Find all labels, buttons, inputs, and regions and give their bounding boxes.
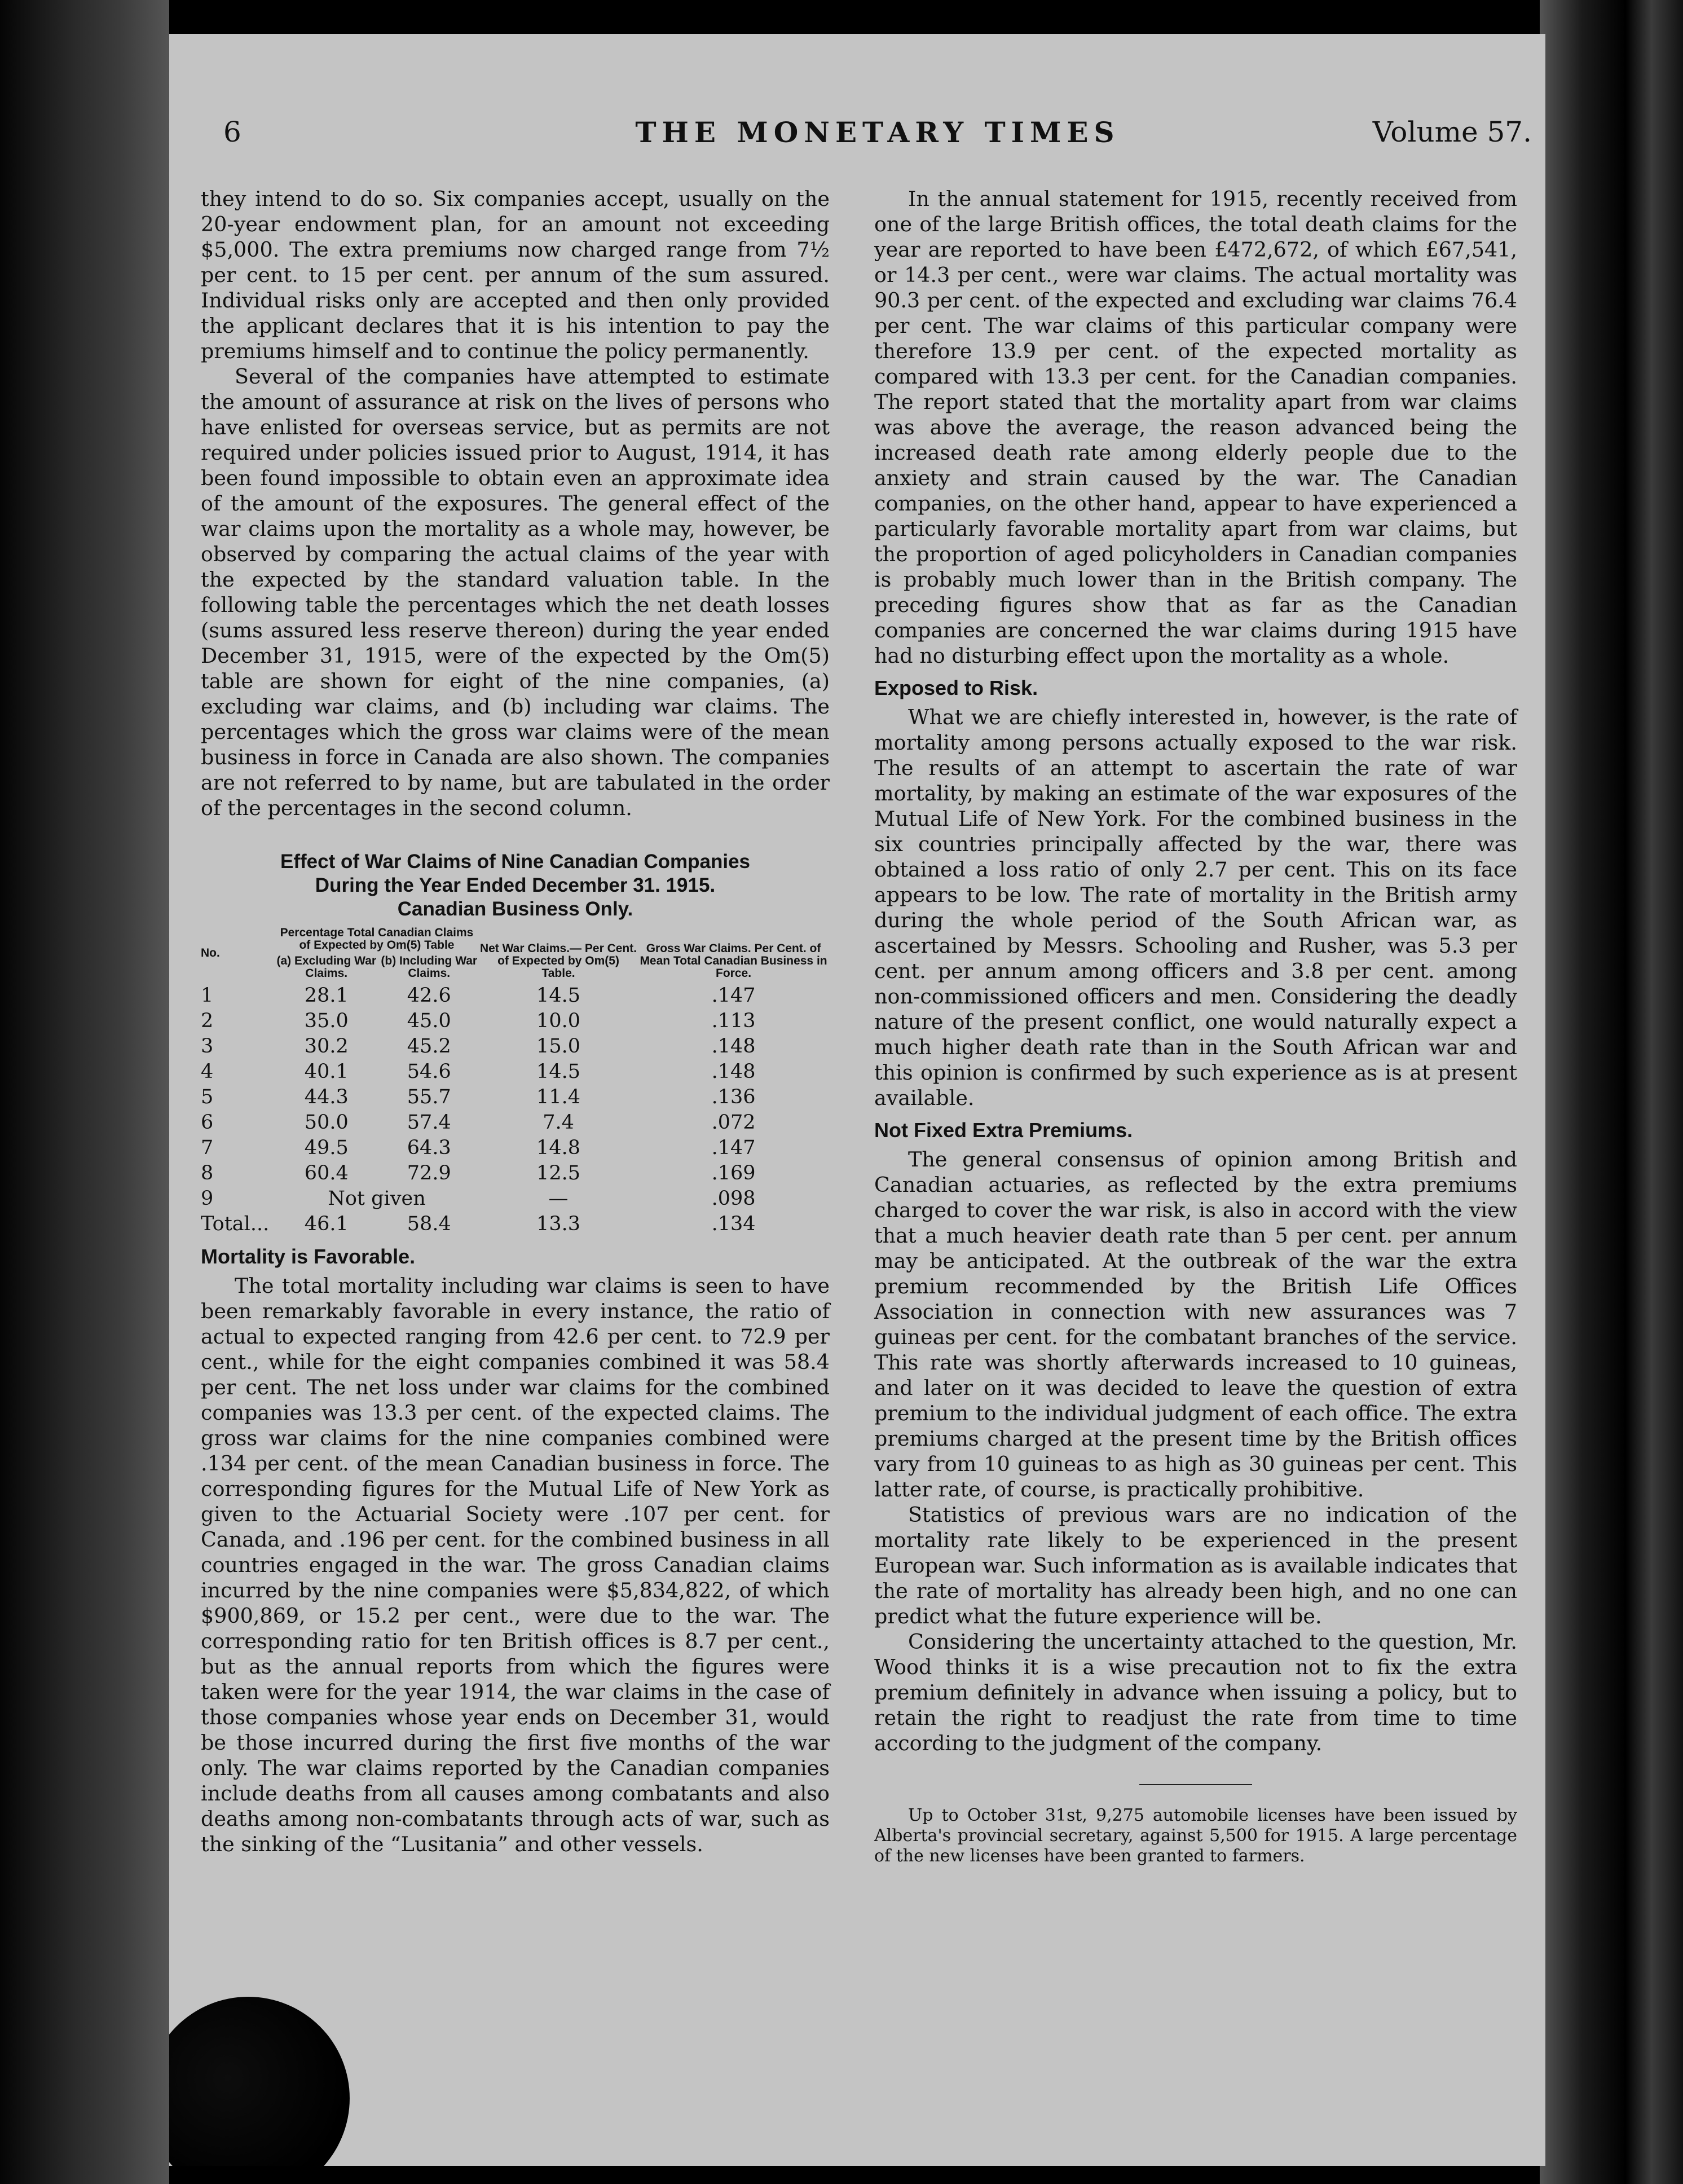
cell-a: 40.1 — [304, 1060, 349, 1083]
section-heading: Mortality is Favorable. — [201, 1245, 416, 1268]
publication-title: THE MONETARY TIMES — [635, 116, 1120, 149]
cell-no: 1 — [201, 984, 214, 1007]
cell-a: 44.3 — [304, 1086, 349, 1108]
cell-net: 11.4 — [536, 1086, 580, 1108]
cell-net: 10.0 — [536, 1010, 580, 1032]
cell-b: 45.2 — [407, 1035, 451, 1058]
table-row — [201, 1186, 830, 1212]
cell-a: 28.1 — [304, 984, 349, 1007]
table-row — [201, 983, 830, 1009]
section-heading: Exposed to Risk. — [874, 676, 1038, 699]
paragraph: The total mortality including war claims is seen to have been remarkably favorable in every instance, the ratio of actual to expected ranging from 42.6 per cent. to 72.9 per cent., while for the eight companies combined it was 58.4 per cent. The net loss under war claims for the combined companies was 13.3 per cent. of the expected claims. The gross war claims for the nine companies combined were .134 per cent. of the mean Canadian business in force. The corresponding figures for the Mutual Life of New York as given to the Actuarial Society were .107 per cent. for Canada, and .196 per cent. for the combined business in all countries engaged in the war. The gross Canadian claims incurred by the nine companies were $5,834,822, of which $900,869, or 15.2 per cent., were due to the war. The corresponding ratio for ten British offices is 8.7 per cent., but as the annual reports from which the figures were taken were for the year 1914, the war claims in the case of those companies whose year ends on December 31, would be those incurred during the first five months of the war only. The war claims reported by the Canadian companies include deaths from all causes among combatants and also deaths among non-combatants through acts of war, such as the sinking of the “Lusitania” and other vessels. — [201, 1274, 830, 1856]
cell-net: 15.0 — [536, 1035, 580, 1058]
cell-total-label: Total... — [201, 1213, 270, 1235]
cell-no: 4 — [201, 1060, 214, 1083]
cell-gross: .148 — [711, 1060, 756, 1083]
cell-a: 50.0 — [304, 1111, 349, 1134]
paragraph: What we are chiefly interested in, however, is the rate of mortality among persons actually exposed to the war risk. The results of an attempt to ascertain the rate of war mortality, by making an estimate of the war exposures of the Mutual Life of New York. For the combined business in the six countries principally affected by the war, there was obtained a loss ratio of only 2.7 per cent. This on its face appears to be low. The rate of mortality in the British army during the whole period of the South African war, as ascertained by Messrs. Schooling and Rusher, was 5.3 per cent. per annum among officers and 3.8 per cent. among non-commissioned officers and men. Considering the deadly nature of the present conflict, one would naturally expect a much higher death rate than in the South African war and this opinion is confirmed by such experience as is at present available. — [874, 705, 1517, 1110]
cell-gross: .147 — [711, 984, 756, 1007]
cell-b: 55.7 — [407, 1086, 451, 1108]
table-row — [201, 1009, 830, 1034]
column-header-no: No. — [201, 946, 220, 959]
table-title-line: Canadian Business Only. — [397, 898, 633, 920]
table-title-line: During the Year Ended December 31. 1915. — [315, 874, 716, 896]
paragraph: Several of the companies have attempted to estimate the amount of assurance at risk on the lives of persons who have enlisted for overseas service, but as permits are not required under policies issued prior to August, 1914, it has been found impossible to obtain even an approximate idea of the amount of the exposures. The general effect of the war claims upon the mortality as a whole may, however, be observed by comparing the actual claims of the year with the expected by the standard valuation table. In the following table the percentages which the net death losses (sums assured less reserve thereon) during the year ended December 31, 1915, were of the expected by the Om(5) table are shown for eight of the nine companies, (a) excluding war claims, and (b) including war claims. The percentages which the gross war claims were of the mean business in force in Canada are also shown. The companies are not referred to by name, but are tabulated in the order of the percentages in the second column. — [201, 364, 830, 820]
column-header-excluding: (a) Excluding War Claims. — [276, 954, 377, 980]
cell-b: 72.9 — [407, 1162, 451, 1185]
volume-label: Volume 57. — [1372, 116, 1532, 148]
table-row — [201, 1059, 830, 1085]
table-title — [201, 850, 830, 921]
cell-net: 7.4 — [543, 1111, 574, 1134]
cell-net: 14.5 — [536, 984, 580, 1007]
paragraph: they intend to do so. Six companies accept, usually on the 20-year endowment plan, for an amount not exceeding $5,000. The extra premiums now charged range from 7½ per cent. to 15 per cent. per annum of the sum assured. Individual risks only are accepted and then only provided the applicant declares that it is his intention to pay the premiums himself and to continue the policy permanently. — [201, 187, 830, 363]
section-heading: Not Fixed Extra Premiums. — [874, 1119, 1133, 1142]
scan-book-spine — [1540, 0, 1683, 2184]
cell-not-given: Not given — [328, 1187, 426, 1210]
page — [169, 34, 1545, 2166]
cell-no: 3 — [201, 1035, 214, 1058]
paragraph: Statistics of previous wars are no indication of the mortality rate likely to be experienced in the present European war. Such information as is available indicates that the rate of mortality has already been high, and no one can predict what the future experience will be. — [874, 1503, 1517, 1628]
news-note: Up to October 31st, 9,275 automobile licenses have been issued by Alberta's provincial secretary, against 5,500 for 1915. A large percentage of the new licenses have been granted to farmers. — [874, 1806, 1517, 1866]
cell-net: 12.5 — [536, 1162, 580, 1185]
cell-no: 5 — [201, 1086, 214, 1108]
war-claims-table — [201, 927, 830, 1237]
cell-gross: .098 — [711, 1187, 756, 1210]
cell-b: 57.4 — [407, 1111, 451, 1134]
cell-a: 35.0 — [304, 1010, 349, 1032]
cell-b: 58.4 — [407, 1213, 451, 1235]
page-header — [223, 116, 1532, 155]
cell-no: 7 — [201, 1137, 214, 1159]
table-title-line: Effect of War Claims of Nine Canadian Companies — [280, 851, 750, 873]
left-column — [201, 186, 830, 1857]
table-row — [201, 1135, 830, 1161]
divider-rule — [1139, 1784, 1252, 1785]
column-header-including: (b) Including War Claims. — [381, 954, 478, 980]
cell-gross: .169 — [711, 1162, 756, 1185]
cell-a: 30.2 — [304, 1035, 349, 1058]
cell-gross: .136 — [711, 1086, 756, 1108]
cell-gross: .147 — [711, 1137, 756, 1159]
table-row — [201, 1085, 830, 1110]
cell-b: 45.0 — [407, 1010, 451, 1032]
paragraph: Considering the uncertainty attached to the question, Mr. Wood thinks it is a wise precaution not to fix the extra premium definitely in advance when issuing a policy, but to retain the right to readjust the rate from time to time according to the judgment of the company. — [874, 1630, 1517, 1755]
column-header-percentage: Percentage Total Canadian Claims of Expected by Om(5) Table — [280, 926, 474, 952]
paragraph: The general consensus of opinion among British and Canadian actuaries, as reflected by the extra premiums charged to cover the war risk, is also in accord with the view that a much heavier death rate than 5 per cent. per annum may be anticipated. At the outbreak of the war the extra premium recommended by the British Life Offices Association in connection with new assurances was 7 guineas per cent. for the combatant branches of the service. This rate was shortly afterwards increased to 10 guineas, and later on it was decided to leave the question of extra premium to the individual judgment of each office. The extra premiums charged at the present time by the British offices vary from 10 guineas to as high as 30 guineas per cent. This latter rate, of course, is practically prohibitive. — [874, 1147, 1517, 1501]
table-total-row — [201, 1212, 830, 1237]
cell-net: 14.8 — [536, 1137, 580, 1159]
paragraph: In the annual statement for 1915, recently received from one of the large British offices, the total death claims for the year are reported to have been £472,672, of which £67,541, or 14.3 per cent., were war claims. The actual mortality was 90.3 per cent. of the expected and excluding war claims 76.4 per cent. The war claims of this particular company were therefore 13.9 per cent. of the expected mortality as compared with 13.3 per cent. for the Canadian companies. The report stated that the mortality apart from war claims was above the average, the reason advanced being the increased death rate among elderly people due to the anxiety and strain caused by the war. The Canadian companies, on the other hand, appear to have experienced a particularly favorable mortality apart from war claims, but the proportion of aged policyholders in Canadian companies is probably much lower than in the British company. The preceding figures show that as far as the Canadian companies are concerned the war claims during 1915 have had no disturbing effect upon the mortality as a whole. — [874, 187, 1517, 668]
column-header-net: Net War Claims.— Per Cent. of Expected by Om(5) Table. — [479, 942, 637, 980]
cell-net: 14.5 — [536, 1060, 580, 1083]
page-number: 6 — [223, 116, 241, 148]
cell-no: 9 — [201, 1187, 214, 1210]
right-column — [874, 186, 1517, 1866]
cell-gross: .072 — [711, 1111, 756, 1134]
cell-gross: .148 — [711, 1035, 756, 1058]
cell-a: 46.1 — [304, 1213, 349, 1235]
cell-gross: .113 — [711, 1010, 756, 1032]
cell-no: 6 — [201, 1111, 214, 1134]
cell-a: 60.4 — [304, 1162, 349, 1185]
cell-net: — — [548, 1187, 569, 1210]
cell-b: 42.6 — [407, 984, 451, 1007]
thumb-shadow — [169, 1997, 350, 2166]
scan-left-edge — [0, 0, 169, 2184]
cell-no: 2 — [201, 1010, 214, 1032]
cell-b: 64.3 — [407, 1137, 451, 1159]
table-row — [201, 1034, 830, 1059]
cell-a: 49.5 — [304, 1137, 349, 1159]
cell-b: 54.6 — [407, 1060, 451, 1083]
table-row — [201, 1161, 830, 1186]
cell-gross: .134 — [711, 1213, 756, 1235]
table-row — [201, 1110, 830, 1135]
column-header-gross: Gross War Claims. Per Cent. of Mean Total Canadian Business in Force. — [640, 942, 827, 980]
cell-net: 13.3 — [536, 1213, 580, 1235]
cell-no: 8 — [201, 1162, 214, 1185]
